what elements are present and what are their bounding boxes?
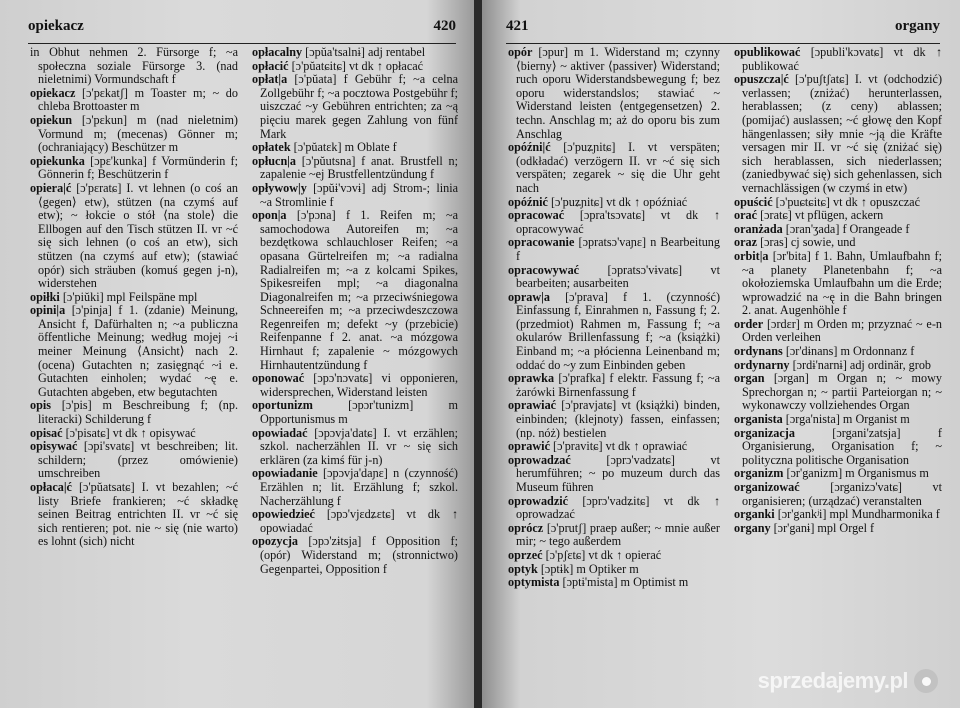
headword: opiłki (30, 289, 60, 304)
headword: opublikować (734, 46, 801, 59)
headword: opisać (30, 425, 63, 440)
page-number-left: 420 (433, 18, 456, 34)
book-gutter (474, 0, 482, 708)
dictionary-entry: oprawić [ɔ'pravitɕ] vt dk ↑ oprawiać (508, 439, 688, 454)
dictionary-entry: oprzeć [ɔ'pʃɛtɕ] vt dk ↑ opierać (508, 547, 662, 562)
dictionary-entry: opiłki [ɔ'piŭki] mpl Feilspäne mpl (30, 289, 198, 304)
dictionary-entry: opis [ɔ'pis] m Beschreibung f; (np. literacki) Schilderung f (30, 398, 238, 427)
headword: opłatek (252, 140, 291, 155)
dictionary-entry: opini|a [ɔ'pinja] f 1. (zdanie) Meinung, Ansicht f, Dafürhalten n; ~a publiczna öffentliche Meinung; według mojej ~i meiner Meinung ⟨Ansicht⟩ nach 2. (ocena) Gutachten n; zasięgnąć ~i e. Gutachten einholen; wydać ~ę e. Gutachten abgeben, etw begutachten (30, 303, 238, 399)
dictionary-entry: oranżada [ɔran'ʒada] f Orangeade f (734, 221, 910, 236)
headword: opowiadanie (252, 466, 318, 481)
headword: opini|a (30, 303, 66, 318)
header-rule-right (506, 43, 940, 44)
dictionary-entry: ordynarny [ɔrdɨ'narnɨ] adj ordinär, grob (734, 357, 932, 372)
dictionary-entry: opływow|y [ɔpŭɨ'vɔvɨ] adj Strom-; linia ~a Stromlinie f (252, 180, 458, 209)
dictionary-entry: opraw|a [ɔ'prava] f 1. (czynność) Einfassung f, Einrahmen n, Fassung f; 2. (przedmiot) Rahmen m, Fassung f; ~a okularów Brillenfassung f; ~a (książki) Einband m; ~a płócienna Leinenband m; oddać do ~y zum Einbinden geben (508, 289, 720, 372)
dictionary-entry: organizować [ɔrganizɔ'vatɕ] vt organisieren; (urządzać) veranstalten (734, 480, 942, 508)
dictionary-entry: opowiadanie [ɔpɔvja'daɲɛ] n (czynność) Erzählen n; lit. Erzählung f; szkol. Nacherzählung f (252, 466, 458, 508)
headword: opuszcza|ć (734, 72, 789, 87)
dictionary-entry: opłat|a [ɔ'pŭata] f Gebühr f; ~a celna Zollgebühr f; ~a pocztowa Postgebühr f; uiszczać ~y Gebühren entrichten; za ~ą pięciu marek gegen Zahlung von fünf Mark (252, 72, 458, 141)
headword: organy (734, 520, 771, 535)
dictionary-entry: oraz [ɔras] cj sowie, und (734, 235, 856, 250)
headword: opiekun (30, 112, 73, 127)
headword: organizacja (734, 425, 795, 440)
headword: opracować (508, 208, 565, 223)
headword: opowiedzieć (252, 507, 315, 522)
headword: oprawiać (508, 398, 557, 413)
left-page-header (28, 18, 456, 42)
headword: oprócz (508, 520, 544, 535)
headword: oponować (252, 371, 305, 386)
right-page-header (506, 18, 940, 42)
headword: opływow|y (252, 180, 307, 195)
dictionary-entry: oprowadzić [ɔprɔ'vadʑitɕ] vt dk ↑ oprowadzać (508, 493, 720, 522)
headword: optyk (508, 561, 538, 576)
dictionary-entry: opłatek [ɔ'pŭatɛk] m Oblate f (252, 140, 397, 155)
headword: opracowywać (508, 262, 580, 277)
right-page (482, 0, 960, 708)
dictionary-entry: organ [ɔrgan] m Organ n; ~ mowy Sprechorgan n; ~ partii Parteiorgan n; ~ wykonawczy vollziehendes Organ (734, 371, 942, 413)
headword: opracowanie (508, 235, 575, 250)
running-head-right: organy (895, 18, 940, 34)
headword: opóźnić (508, 194, 548, 209)
headword: opiera|ć (30, 180, 72, 195)
right-column-2 (734, 46, 942, 708)
headword: oprowadzać (508, 452, 571, 467)
headword: opłacić (252, 58, 289, 73)
headword: opisywać (30, 439, 78, 454)
dictionary-entry: opowiadać [ɔpɔvja'datɕ] I. vt erzählen; szkol. nacherzählen II. vr ~ się sich erklären (za kimś für j-n) (252, 425, 458, 467)
headword: opis (30, 398, 52, 413)
dictionary-entry: order [ɔrdɛr] m Orden m; przyznać ~ e-n Orden verleihen (734, 316, 942, 345)
headword: oranżada (734, 221, 783, 236)
headword: organizować (734, 480, 800, 494)
dictionary-entry: opłacalny [ɔpŭa'tsalnɨ] adj rentabel (252, 46, 426, 59)
dictionary-entry: oponować [ɔpɔ'nɔvatɕ] vi opponieren, widersprechen, Widerstand leisten (252, 371, 458, 399)
dictionary-entry: opisywać [ɔpi'svatɕ] vt beschreiben; lit. schildern; (przez omówienie) umschreiben (30, 439, 238, 481)
dictionary-entry: opłacić [ɔ'pŭatɕitɕ] vt dk ↑ opłacać (252, 58, 424, 73)
dictionary-entry: orbit|a [ɔr'bita] f 1. Bahn, Umlaufbahn f; ~a planety Planetenbahn f; ~a okołoziemska Umlaufbahn um die Erde; wprowadzić na ~ę in die Bahn bringen 2. anat. Augenhöhle f (734, 248, 942, 318)
headword: opłat|a (252, 72, 288, 87)
dictionary-entry: opracować [ɔpra'tsɔvatɕ] vt dk ↑ opracowywać (508, 208, 720, 236)
headword: orać (734, 208, 758, 223)
running-head-left: opiekacz (28, 18, 84, 34)
dictionary-entry: opisać [ɔ'pisatɕ] vt dk ↑ opisywać (30, 425, 196, 440)
dictionary-entry: opowiedzieć [ɔpɔ'vjɛdʑɛtɕ] vt dk ↑ opowiadać (252, 507, 458, 535)
headword: ordynans (734, 344, 783, 359)
dictionary-entry: opublikować [ɔpubli'kɔvatɕ] vt dk ↑ publikować (734, 46, 942, 73)
dictionary-entry: opór [ɔpur] m 1. Widerstand m; czynny ⟨bierny⟩ ~ aktiver ⟨passiver⟩ Widerstand; ruch oporu Widerstandsbewegung f; bez oporu widerstandslos; stawiać ~ Widerstand leisten ⟨entgegensetzen⟩ 2. techn. Anschlag m; aż do oporu bis zum Anschlag (508, 46, 720, 141)
dictionary-entry: oprowadzać [ɔprɔ'vadzatɕ] vt herumführen; ~ po muzeum durch das Museum führen (508, 452, 720, 494)
dictionary-entry: opuszcza|ć [ɔ'puʃtʃatɕ] I. vt (odchodzić) verlassen; (zniżać) herunterlassen, herablassen; (z ceny) ablassen; (pomijać) auslassen; ~ć głowę den Kopf hängenlassen; siły mnie ~ją die Kräfte versagen mir II. vr ~ć się (zniżać się) sich herablassen, sich niederlassen; (zaniedbywać się) sich gehenlassen, sich vernachlässigen (w czymś in etw) (734, 72, 942, 195)
headword: organki (734, 507, 775, 522)
dictionary-entry: in Obhut nehmen 2. Fürsorge f; ~a społeczna soziale Fürsorge 3. (nad nieletnimi) Vormundschaft f (30, 46, 238, 87)
dictionary-entry: opozycja [ɔpɔ'zɨtsja] f Opposition f; (opór) Widerstand m; (stronnictwo) Gegenpartei, Opposition f (252, 534, 458, 576)
watermark (758, 668, 938, 694)
headword: oprowadzić (508, 493, 569, 508)
headword: orbit|a (734, 248, 769, 263)
page-number-right: 421 (506, 18, 529, 34)
dictionary-entry: oprawiać [ɔ'pravjatɕ] vt (książki) binden, einbinden; (klejnoty) fassen, einfassen; (np. nóż) bestielen (508, 398, 720, 440)
headword: organista (734, 412, 783, 427)
headword: ordynarny (734, 357, 790, 372)
dictionary-entry: opóźni|ć [ɔ'puʑɲitɕ] I. vt verspäten; (odkładać) verzögern II. vr ~ć się sich verspäten; zegarek ~ się die Uhr geht nach (508, 140, 720, 195)
dictionary-entry: opracowywać [ɔpratsɔ'vɨvatɕ] vt bearbeiten; ausarbeiten (508, 262, 720, 291)
headword: oraz (734, 235, 758, 250)
headword: organizm (734, 466, 784, 481)
headword: opiekacz (30, 85, 76, 100)
headword: optymista (508, 575, 560, 590)
dictionary-entry: oprócz [ɔ'prutʃ] praep außer; ~ mnie außer mir; ~ tego außerdem (508, 520, 720, 549)
headword: opraw|a (508, 289, 550, 304)
dictionary-entry: organista [ɔrga'nista] m Organist m (734, 412, 910, 427)
dictionary-entry: opuścić [ɔ'puɕtɕitɕ] vt dk ↑ opuszczać (734, 194, 920, 209)
dictionary-entry: opłucn|a [ɔ'pŭutsna] f anat. Brustfell n; zapalenie ~ej Brustfellentzündung f (252, 153, 458, 182)
headword: oprawka (508, 371, 555, 386)
dictionary-entry: opiekunka [ɔpɛ'kunka] f Vormünderin f; Gönnerin f; Beschützerin f (30, 153, 238, 182)
dictionary-entry: orać [ɔratɕ] vt pflügen, ackern (734, 208, 884, 223)
headword: organ (734, 371, 765, 386)
dictionary-entry: oportunizm [ɔpɔr'tunizm] m Opportunismus m (252, 398, 458, 427)
headword: oprzeć (508, 547, 543, 562)
headword: opiekunka (30, 153, 85, 168)
dictionary-entry: optyk [ɔptɨk] m Optiker m (508, 561, 639, 576)
left-page (0, 0, 474, 708)
headword: oprawić (508, 439, 550, 454)
left-column-2 (252, 46, 458, 708)
headword: opłucn|a (252, 153, 297, 168)
dictionary-entry: optymista [ɔptɨ'mista] m Optimist m (508, 575, 689, 590)
dictionary-entry: opracowanie [ɔpratsɔ'vaɲɛ] n Bearbeitung f (508, 235, 720, 263)
watermark-text: sprzedajemy.pl (757, 668, 908, 693)
dictionary-entry: organizacja [ɔrgani'zatsja] f Organisierung, Organisation f; ~ polityczna politische Organisation (734, 425, 942, 467)
headword: oportunizm (252, 398, 313, 413)
headword: opłaca|ć (30, 480, 72, 494)
dictionary-entry: opłaca|ć [ɔ'pŭatsatɕ] I. vt bezahlen; ~ć listy Briefe frankieren; ~ć składkę seinen Beitrag entrichten II. vr ~ć się sich rentieren; pot. nie ~ się (nie warto) es lohnt (sich) nicht (30, 480, 238, 549)
dictionary-entry: oprawka [ɔ'prafka] f elektr. Fassung f; ~a żarówki Birnenfassung f (508, 371, 720, 399)
logo-circle-icon (914, 669, 938, 693)
headword: order (734, 316, 764, 331)
headword: opóźni|ć (508, 140, 551, 155)
headword: opłacalny (252, 46, 303, 59)
dictionary-entry: opiekacz [ɔ'pɛkatʃ] m Toaster m; ~ do chleba Brottoaster m (30, 85, 238, 114)
dictionary-entry: organki [ɔr'gankʲi] mpl Mundharmonika f (734, 507, 940, 522)
dictionary-entry: opiera|ć [ɔ'pɛratɕ] I. vt lehnen (o coś an ⟨gegen⟩ etw), stützen (na czymś auf etw); ~ łokcie o stół ⟨na stole⟩ die Ellbogen auf den Tisch stützen II. vr ~ć się sich lehnen (o coś an etw), sich stützen (na czymś auf etw); (stawiać opór) sich sträuben (komuś gegen j-n), widerstehen (30, 180, 238, 291)
dictionary-entry: opóźnić [ɔ'puʑɲitɕ] vt dk ↑ opóźniać (508, 194, 688, 209)
dictionary-entry: organy [ɔr'ganɨ] mpl Orgel f (734, 520, 875, 535)
dictionary-entry: opon|a [ɔ'pɔna] f 1. Reifen m; ~a samochodowa Autoreifen m; ~a bezdętkowa schlauchloser Reifen; ~a opasana Gürtelreifen m; ~a radialna Radialreifen m; ~a z kolcami Spikes, Spikesreifen mpl; ~a diagonalna Diagonalreifen m; ~a przeciwśniegowa Schneereifen m; ~a przeciwdeszczowa Regenreifen m; defekt ~y (przebicie) Reifenpanne f 2. anat. ~a mózgowa Hirnhaut f; zapalenie ~ mózgowych Hirnhautentzündung f (252, 208, 458, 372)
headword: opowiadać (252, 425, 308, 440)
headword: opuścić (734, 194, 773, 209)
header-rule-left (28, 43, 456, 44)
headword: opon|a (252, 208, 287, 223)
headword: opozycja (252, 534, 299, 549)
right-column-1 (508, 46, 720, 708)
left-column-1 (30, 46, 238, 708)
dictionary-entry: ordynans [ɔr'dɨnans] m Ordonnanz f (734, 344, 915, 359)
dictionary-entry: organizm [ɔr'ganizm] m Organismus m (734, 466, 929, 481)
dictionary-entry: opiekun [ɔ'pɛkun] m (nad nieletnim) Vormund m; (mecenas) Gönner m; (ochraniający) Beschützer m (30, 112, 238, 155)
headword: opór (508, 46, 533, 59)
